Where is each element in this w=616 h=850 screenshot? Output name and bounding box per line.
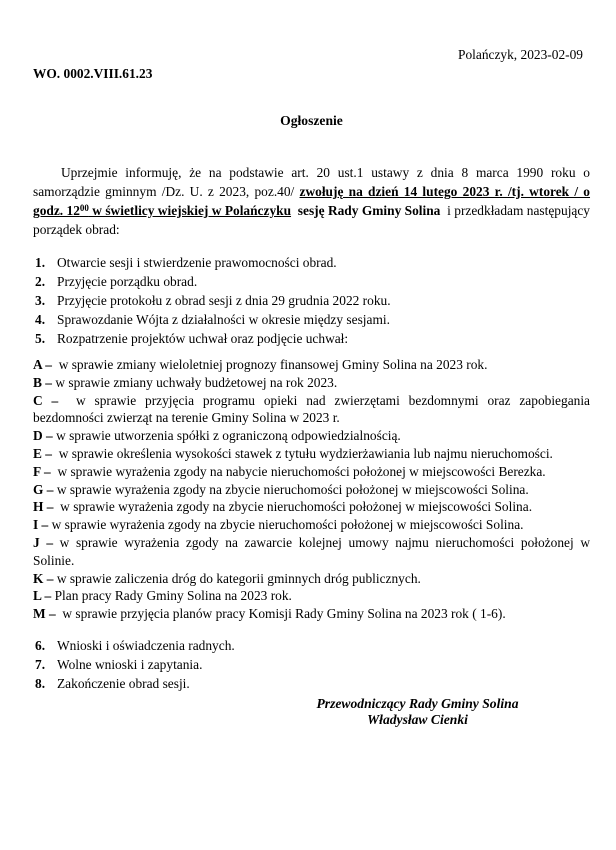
agenda-number: 5. xyxy=(35,331,46,346)
resolution-text: w sprawie wyrażenia zgody na zbycie nieruchomości położonej w miejscowości Solina. xyxy=(60,499,533,515)
resolution-item-h xyxy=(33,498,590,516)
signature-block xyxy=(245,696,590,728)
resolution-item-a xyxy=(33,356,590,374)
agenda-item-2 xyxy=(33,272,590,291)
session-place: w świetlicy wiejskiej w Polańczyku xyxy=(88,203,292,218)
agenda-text: Sprawozdanie Wójta z działalności w okresie między sesjami. xyxy=(57,312,390,327)
agenda-text: Przyjęcie porządku obrad. xyxy=(57,274,198,289)
agenda-item-4 xyxy=(33,310,590,329)
resolution-item-g xyxy=(33,481,590,499)
agenda-list-top xyxy=(33,253,590,348)
resolution-text: w sprawie zmiany wieloletniej prognozy finansowej Gminy Solina na 2023 rok. xyxy=(58,357,488,372)
agenda-text: Otwarcie sesji i stwierdzenie prawomocności obrad. xyxy=(57,255,337,270)
agenda-item-3 xyxy=(33,291,590,310)
reference-number: WO. 0002.VIII.61.23 xyxy=(33,66,153,81)
resolution-letter: A – xyxy=(33,357,56,372)
resolution-text: w sprawie zaliczenia dróg do kategorii gminnych dróg publicznych. xyxy=(56,570,421,586)
resolution-item-e xyxy=(33,445,590,463)
signature-name: Władysław Cienki xyxy=(367,711,468,727)
resolution-letter: D – xyxy=(33,428,53,444)
resolution-text: w sprawie wyrażenia zgody na nabycie nieruchomości położonej w miejscowości Berezka. xyxy=(57,463,546,479)
resolution-item-i xyxy=(33,516,590,534)
agenda-item-5 xyxy=(33,329,590,348)
agenda-number: 1. xyxy=(35,255,46,270)
session-date-time: zwołuję na dzień 14 lutego 2023 r. /tj. wtorek / o godz. 12 xyxy=(33,184,591,218)
resolution-letter: L – xyxy=(33,588,52,604)
agenda-number: 7. xyxy=(35,656,46,672)
resolution-item-c xyxy=(33,392,590,428)
resolution-letter: F – xyxy=(33,463,55,479)
agenda-text: Przyjęcie protokołu z obrad sesji z dnia 29 grudnia 2022 roku. xyxy=(57,293,391,308)
agenda-item-8 xyxy=(33,674,590,693)
date-line: Polańczyk, 2023-02-09 xyxy=(458,47,583,62)
agenda-text: Wnioski i oświadczenia radnych. xyxy=(57,637,235,653)
resolution-text: w sprawie określenia wysokości stawek z tytułu wydzierżawiania lub najmu nieruchomości. xyxy=(58,445,553,461)
resolution-letter: J – xyxy=(33,534,54,550)
resolution-text: w sprawie przyjęcia planów pracy Komisji Rady Gminy Solina na 2023 rok ( 1-6). xyxy=(62,606,506,622)
resolution-text: w sprawie wyrażenia zgody na zawarcie kolejnej umowy najmu nieruchomości położonej w Solinie. xyxy=(33,534,590,568)
resolution-letter: C – xyxy=(33,392,68,408)
intro-paragraph xyxy=(33,163,590,239)
resolution-text: w sprawie wyrażenia zgody na zbycie nieruchomości położonej w miejscowości Solina. xyxy=(51,517,524,533)
resolution-item-k xyxy=(33,570,590,588)
resolution-letter: G – xyxy=(33,481,54,497)
agenda-list-bottom xyxy=(33,636,590,693)
resolution-letter: E – xyxy=(33,445,56,461)
signature-title: Przewodniczący Rady Gminy Solina xyxy=(316,695,519,711)
resolution-item-d xyxy=(33,427,590,445)
agenda-text: Zakończenie obrad sesji. xyxy=(57,675,190,691)
resolution-letter: H – xyxy=(33,499,57,515)
resolution-item-m xyxy=(33,605,590,623)
agenda-text: Wolne wnioski i zapytania. xyxy=(57,656,203,672)
resolution-item-j xyxy=(33,534,590,570)
resolution-text: Plan pracy Rady Gminy Solina na 2023 rok. xyxy=(54,588,292,604)
agenda-number: 8. xyxy=(35,675,46,691)
agenda-number: 4. xyxy=(35,312,46,327)
agenda-item-1 xyxy=(33,253,590,272)
agenda-item-7 xyxy=(33,655,590,674)
intro-lead: Uprzejmie informuję, że na podstawie art. 20 ust.1 ustawy z dnia 8 marca 1990 roku o samorządzie gminnym /Dz. U. z 2023, poz.40/ xyxy=(33,165,590,199)
agenda-item-6 xyxy=(33,636,590,655)
resolution-item-f xyxy=(33,463,590,481)
agenda-number: 6. xyxy=(35,637,46,653)
resolution-letter: K – xyxy=(33,570,54,586)
resolution-text: w sprawie wyrażenia zgody na zbycie nieruchomości położonej w miejscowości Solina. xyxy=(56,481,529,497)
resolution-text: w sprawie zmiany uchwały budżetowej na rok 2023. xyxy=(55,374,338,390)
agenda-text: Rozpatrzenie projektów uchwał oraz podjęcie uchwał: xyxy=(57,331,349,346)
resolutions-list xyxy=(33,356,590,623)
resolution-text: w sprawie przyjęcia programu opieki nad zwierzętami bezdomnymi oraz zapobiegania bezdomności zwierząt na terenie Gminy Solina w 2023 r. xyxy=(33,392,590,426)
intro-tail: i przedkładam następujący porządek obrad: xyxy=(33,203,590,237)
resolution-item-b xyxy=(33,374,590,392)
resolution-letter: I – xyxy=(33,517,49,533)
session-name-bold: sesję Rady Gminy Solina xyxy=(291,203,441,218)
resolution-letter: B – xyxy=(33,374,52,390)
page-title: Ogłoszenie xyxy=(280,113,343,128)
agenda-number: 2. xyxy=(35,274,46,289)
resolution-text: w sprawie utworzenia spółki z ograniczoną odpowiedzialnością. xyxy=(56,428,401,444)
resolution-letter: M – xyxy=(33,606,60,622)
agenda-number: 3. xyxy=(35,293,46,308)
resolution-item-l xyxy=(33,587,590,605)
time-superscript: 00 xyxy=(79,203,89,213)
